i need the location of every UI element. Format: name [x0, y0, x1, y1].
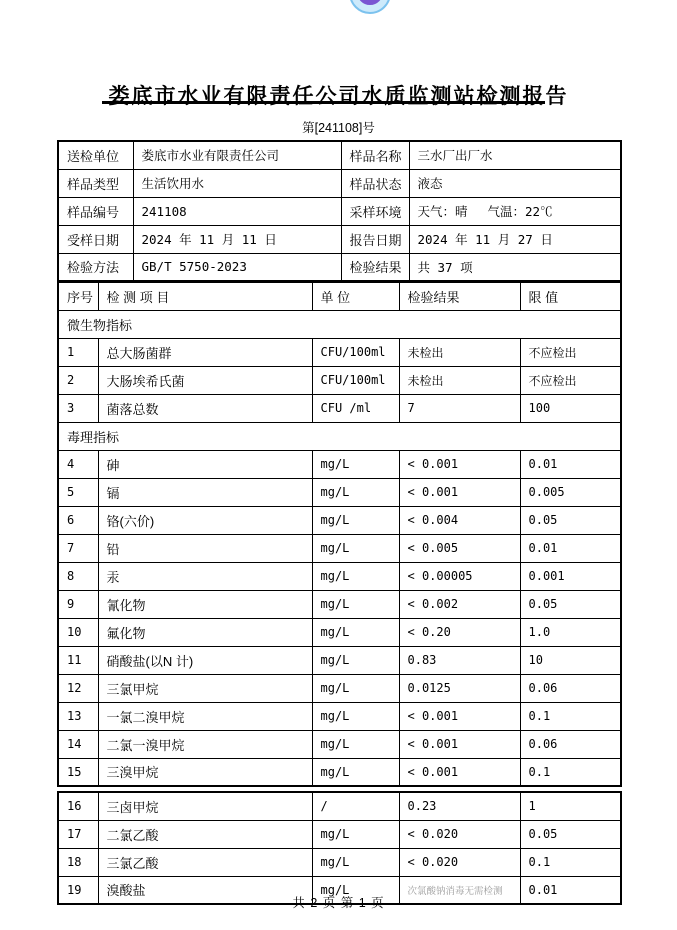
sample-info-row — [58, 169, 621, 197]
item-limit: 0.05 — [520, 820, 621, 848]
row-number: 13 — [58, 702, 98, 730]
info-value: 241108 — [133, 197, 341, 225]
col-header-item: 检 测 项 目 — [98, 282, 312, 310]
info-label: 受样日期 — [58, 225, 133, 253]
result-row — [58, 674, 621, 702]
item-result: < 0.20 — [399, 618, 520, 646]
row-number: 11 — [58, 646, 98, 674]
item-unit: / — [312, 792, 399, 820]
item-name: 三氯甲烷 — [98, 674, 312, 702]
result-row — [58, 478, 621, 506]
item-result: < 0.002 — [399, 590, 520, 618]
col-header-result: 检验结果 — [399, 282, 520, 310]
page-footer: 共 2 页 第 1 页 — [292, 896, 385, 910]
row-number: 10 — [58, 618, 98, 646]
item-result: < 0.001 — [399, 450, 520, 478]
section-label: 毒理指标 — [58, 422, 621, 450]
item-result: 0.23 — [399, 792, 520, 820]
item-limit: 0.05 — [520, 590, 621, 618]
item-result: < 0.001 — [399, 702, 520, 730]
col-header-no: 序号 — [58, 282, 98, 310]
info-label: 样品类型 — [58, 169, 133, 197]
item-result: 未检出 — [399, 366, 520, 394]
result-row — [58, 534, 621, 562]
item-limit: 0.005 — [520, 478, 621, 506]
row-number: 15 — [58, 758, 98, 786]
row-number: 14 — [58, 730, 98, 758]
circular-logo-icon — [349, 0, 391, 14]
item-result: 次氯酸钠消毒无需检测 — [399, 876, 520, 904]
row-number: 7 — [58, 534, 98, 562]
item-unit: mg/L — [312, 674, 399, 702]
info-value: 生活饮用水 — [133, 169, 341, 197]
result-row — [58, 590, 621, 618]
logo-inner-ring — [357, 0, 383, 5]
item-unit: mg/L — [312, 876, 399, 904]
item-name: 镉 — [98, 478, 312, 506]
item-unit: mg/L — [312, 562, 399, 590]
item-name: 硝酸盐(以N 计) — [98, 646, 312, 674]
item-name: 二氯乙酸 — [98, 820, 312, 848]
row-number: 4 — [58, 450, 98, 478]
item-limit: 100 — [520, 394, 621, 422]
result-row — [58, 394, 621, 422]
result-row — [58, 562, 621, 590]
sample-info-row — [58, 225, 621, 253]
sample-info-row — [58, 141, 621, 169]
info-label: 样品状态 — [341, 169, 409, 197]
tables-wrapper — [57, 140, 620, 905]
sample-info-row — [58, 253, 621, 281]
item-unit: mg/L — [312, 506, 399, 534]
row-number: 6 — [58, 506, 98, 534]
item-result: < 0.004 — [399, 506, 520, 534]
row-number: 3 — [58, 394, 98, 422]
result-row — [58, 820, 621, 848]
info-value: GB/T 5750-2023 — [133, 253, 341, 281]
item-name: 大肠埃希氏菌 — [98, 366, 312, 394]
row-number: 2 — [58, 366, 98, 394]
report-title: 娄底市水业有限责任公司水质监测站检测报告 — [108, 85, 569, 108]
info-value: 三水厂出厂水 — [409, 141, 621, 169]
result-row — [58, 450, 621, 478]
item-name: 铬(六价) — [98, 506, 312, 534]
item-unit: mg/L — [312, 478, 399, 506]
item-name: 溴酸盐 — [98, 876, 312, 904]
item-result: < 0.001 — [399, 730, 520, 758]
item-unit: CFU /ml — [312, 394, 399, 422]
item-name: 二氯一溴甲烷 — [98, 730, 312, 758]
item-limit: 1.0 — [520, 618, 621, 646]
item-limit: 0.05 — [520, 506, 621, 534]
item-limit: 0.06 — [520, 674, 621, 702]
result-row — [58, 646, 621, 674]
result-row — [58, 338, 621, 366]
item-name: 氰化物 — [98, 590, 312, 618]
info-value: 2024 年 11 月 11 日 — [133, 225, 341, 253]
item-unit: mg/L — [312, 450, 399, 478]
item-unit: mg/L — [312, 646, 399, 674]
result-row — [58, 506, 621, 534]
item-name: 汞 — [98, 562, 312, 590]
info-label: 样品名称 — [341, 141, 409, 169]
item-name: 一氯二溴甲烷 — [98, 702, 312, 730]
results-header-row — [58, 282, 621, 310]
item-limit: 0.001 — [520, 562, 621, 590]
item-limit: 0.01 — [520, 450, 621, 478]
item-result: < 0.020 — [399, 820, 520, 848]
result-row — [58, 758, 621, 786]
item-limit: 0.1 — [520, 702, 621, 730]
item-unit: mg/L — [312, 758, 399, 786]
results-table-continued — [57, 791, 622, 905]
result-row — [58, 848, 621, 876]
row-number: 9 — [58, 590, 98, 618]
info-value: 娄底市水业有限责任公司 — [133, 141, 341, 169]
item-name: 总大肠菌群 — [98, 338, 312, 366]
info-label: 检验结果 — [341, 253, 409, 281]
row-number: 18 — [58, 848, 98, 876]
item-limit: 0.01 — [520, 534, 621, 562]
row-number: 12 — [58, 674, 98, 702]
item-name: 三氯乙酸 — [98, 848, 312, 876]
result-row — [58, 792, 621, 820]
result-row — [58, 618, 621, 646]
item-unit: mg/L — [312, 820, 399, 848]
sample-info-row — [58, 197, 621, 225]
item-result: < 0.00005 — [399, 562, 520, 590]
info-value: 2024 年 11 月 27 日 — [409, 225, 621, 253]
item-limit: 不应检出 — [520, 338, 621, 366]
item-result: 0.83 — [399, 646, 520, 674]
item-unit: CFU/100ml — [312, 338, 399, 366]
item-unit: mg/L — [312, 702, 399, 730]
item-limit: 不应检出 — [520, 366, 621, 394]
item-result: < 0.020 — [399, 848, 520, 876]
row-number: 19 — [58, 876, 98, 904]
item-limit: 0.1 — [520, 848, 621, 876]
row-number: 8 — [58, 562, 98, 590]
item-unit: CFU/100ml — [312, 366, 399, 394]
item-limit: 10 — [520, 646, 621, 674]
section-row — [58, 310, 621, 338]
item-result: < 0.001 — [399, 758, 520, 786]
item-name: 三卤甲烷 — [98, 792, 312, 820]
row-number: 5 — [58, 478, 98, 506]
item-limit: 1 — [520, 792, 621, 820]
info-label: 报告日期 — [341, 225, 409, 253]
item-unit: mg/L — [312, 848, 399, 876]
item-unit: mg/L — [312, 730, 399, 758]
report-number: 第[241108]号 — [302, 121, 375, 135]
col-header-limit: 限 值 — [520, 282, 621, 310]
item-name: 氟化物 — [98, 618, 312, 646]
info-label: 采样环境 — [341, 197, 409, 225]
item-result: < 0.001 — [399, 478, 520, 506]
sample-info-table — [57, 140, 622, 282]
item-result: < 0.005 — [399, 534, 520, 562]
result-row — [58, 730, 621, 758]
item-name: 菌落总数 — [98, 394, 312, 422]
col-header-unit: 单 位 — [312, 282, 399, 310]
result-row — [58, 366, 621, 394]
section-row — [58, 422, 621, 450]
item-limit: 0.01 — [520, 876, 621, 904]
result-row — [58, 702, 621, 730]
item-limit: 0.1 — [520, 758, 621, 786]
item-result: 未检出 — [399, 338, 520, 366]
item-result: 7 — [399, 394, 520, 422]
info-value: 共 37 项 — [409, 253, 621, 281]
row-number: 1 — [58, 338, 98, 366]
item-result: 0.0125 — [399, 674, 520, 702]
item-unit: mg/L — [312, 618, 399, 646]
item-name: 铅 — [98, 534, 312, 562]
info-value: 天气：晴 气温：22℃ — [409, 197, 621, 225]
info-label: 检验方法 — [58, 253, 133, 281]
info-label: 送检单位 — [58, 141, 133, 169]
item-name: 三溴甲烷 — [98, 758, 312, 786]
item-name: 砷 — [98, 450, 312, 478]
info-value: 液态 — [409, 169, 621, 197]
info-label: 样品编号 — [58, 197, 133, 225]
row-number: 16 — [58, 792, 98, 820]
item-limit: 0.06 — [520, 730, 621, 758]
item-unit: mg/L — [312, 534, 399, 562]
row-number: 17 — [58, 820, 98, 848]
results-table — [57, 281, 622, 787]
item-unit: mg/L — [312, 590, 399, 618]
section-label: 微生物指标 — [58, 310, 621, 338]
